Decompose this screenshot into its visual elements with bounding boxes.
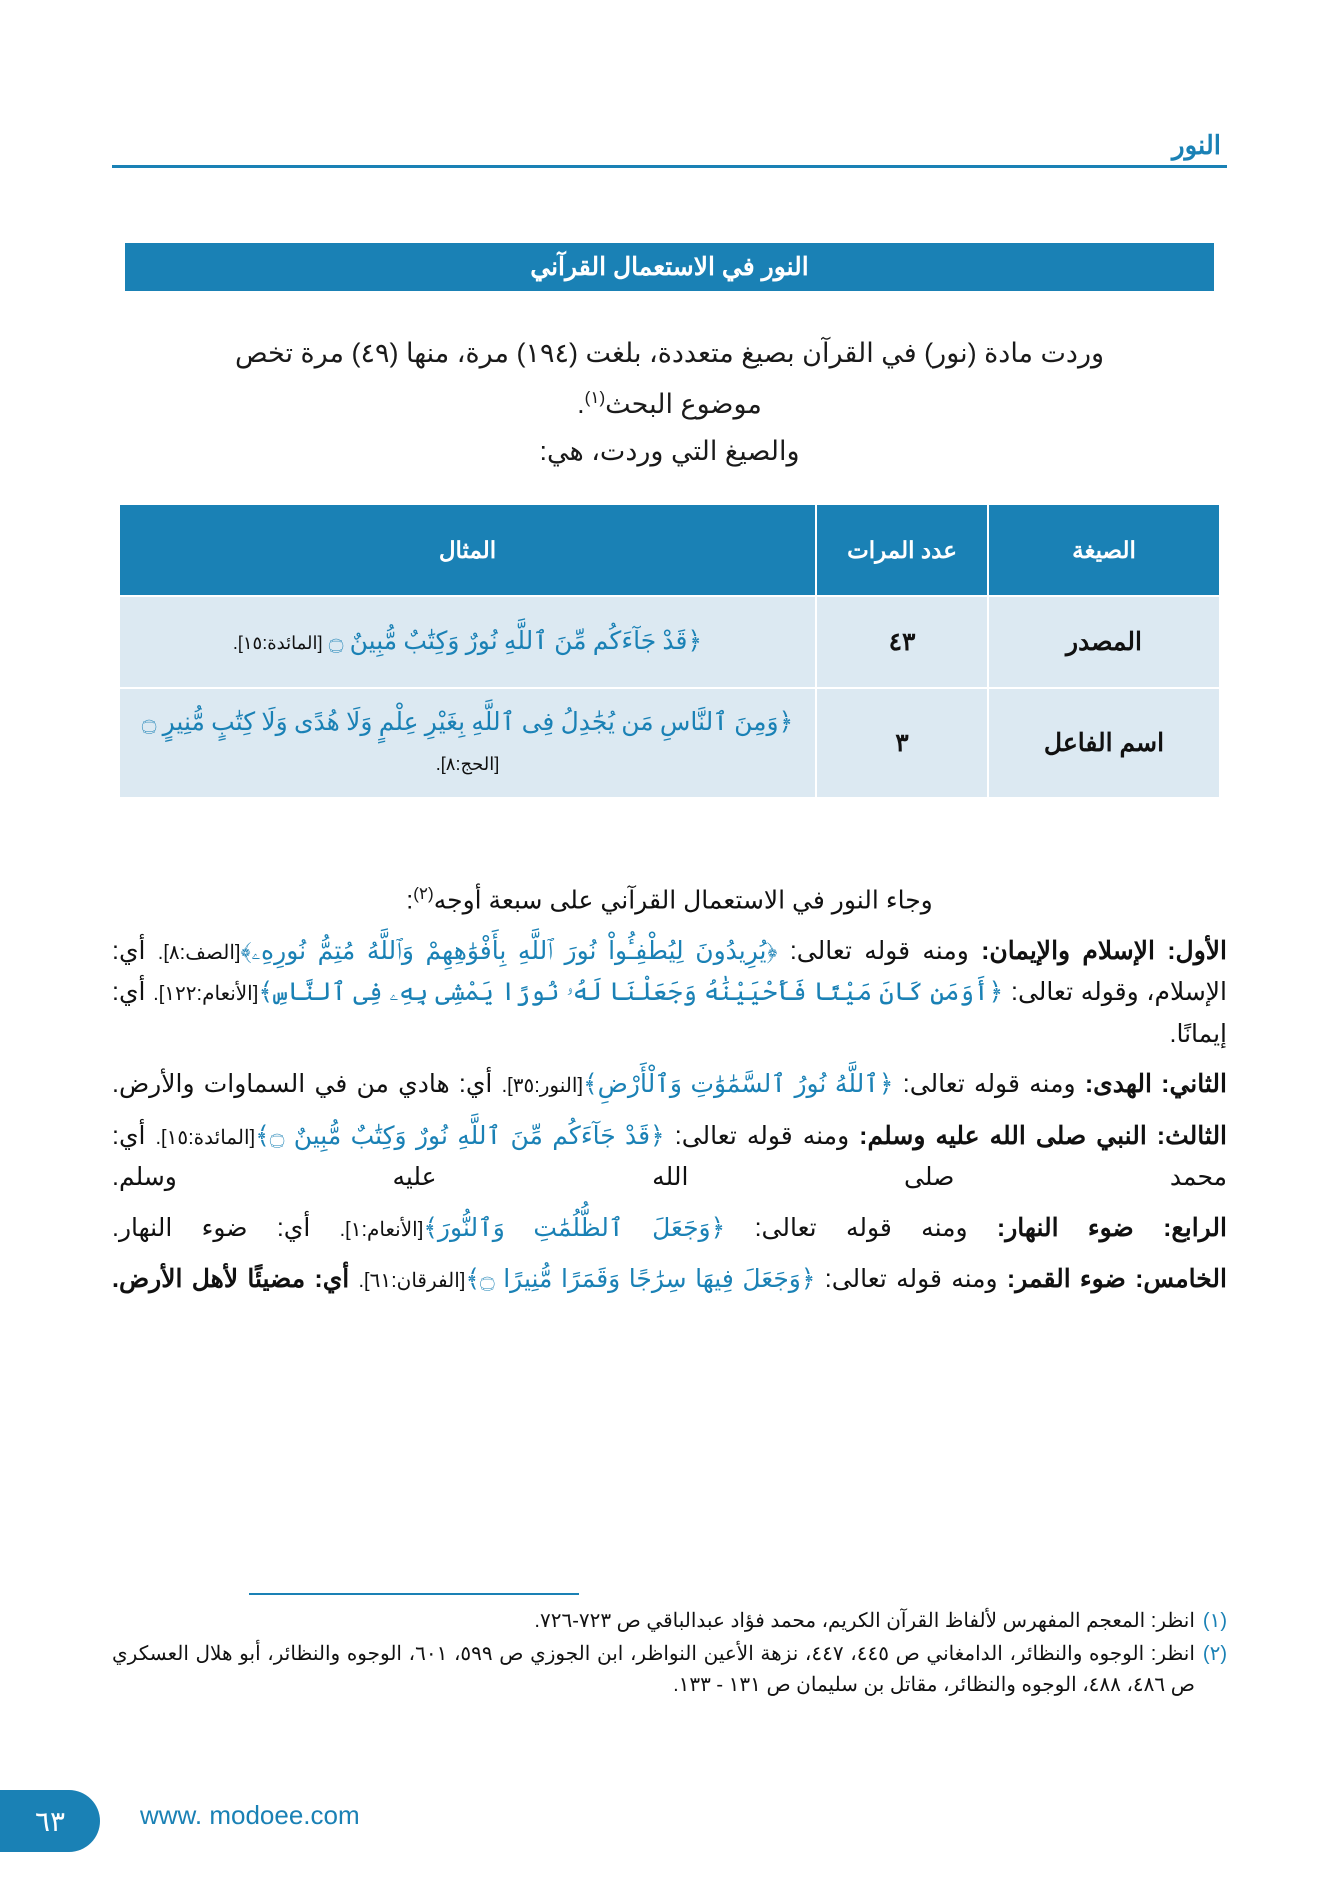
footnote-text: انظر: الوجوه والنظائر، الدامغاني ص ٤٤٥، ٤٤٧، نزهة الأعين النواظر، ابن الجوزي ص ٥٩٩، ٦٠١، الوجوه والنظائر، أبو هلال العسكري ص ٤٨٦، ٤٨٨، الوجوه والنظائر، مقاتل بن سليمان ص ١٣١ - ١٣٣. xyxy=(112,1643,1195,1696)
quran-ref: [الأنعام:١٢٢]. xyxy=(153,983,259,1006)
quran-quote: ﴿وَجَعَلَ فِيهَا سِرَٰجًا وَقَمَرًا مُّنِيرًا ۝﴾ xyxy=(465,1266,816,1294)
col-header-sigha: الصيغة xyxy=(988,504,1220,596)
intro-line-1: وردت مادة (نور) في القرآن بصيغ متعددة، بلغت (١٩٤) مرة، منها (٤٩) مرة تخص xyxy=(234,338,1105,368)
cell-count: ٣ xyxy=(816,688,988,798)
quran-quote: ﴿وَجَعَلَ ٱلظُّلُمَٰتِ وَٱلنُّورَ﴾ xyxy=(423,1214,726,1242)
use-text-1: ومنه قوله تعالى: xyxy=(664,1121,860,1150)
cell-sigha: المصدر xyxy=(988,596,1220,688)
use-lead: الأول: الإسلام والإيمان: xyxy=(981,936,1227,965)
use-item-fourth xyxy=(112,1208,1227,1250)
intro-line-2-period: . xyxy=(577,389,585,420)
header-divider xyxy=(112,165,1227,168)
intro-line-2 xyxy=(112,381,1227,428)
quran-ref: [الصف:٨]. xyxy=(157,941,241,964)
use-lead: الثاني: الهدى: xyxy=(1084,1070,1227,1099)
ayah-text: ﴿قَدْ جَآءَكُم مِّنَ ٱللَّهِ نُورٌ وَكِتَٰبٌ مُّبِينٌ ۝ xyxy=(328,628,703,655)
use-text-2: أي: مضيئًا لأهل الأرض. xyxy=(112,1265,359,1294)
quran-quote: ﴿ٱللَّهُ نُورُ ٱلسَّمَٰوَٰتِ وَٱلْأَرْضِ﴾ xyxy=(583,1071,894,1099)
quran-ref: [النور:٣٥]. xyxy=(501,1075,583,1098)
cell-count: ٤٣ xyxy=(816,596,988,688)
cell-sigha: اسم الفاعل xyxy=(988,688,1220,798)
ayah-text: ﴿وَمِنَ ٱلنَّاسِ مَن يُجَٰدِلُ فِى ٱللَّهِ بِغَيْرِ عِلْمٍ وَلَا هُدًى وَلَا كِتَٰبٍ مُّنِيرٍ ۝ xyxy=(141,709,794,736)
page-number-tab: ٦٣ xyxy=(0,1790,100,1852)
table-header-row xyxy=(119,504,1220,596)
col-header-count: عدد المرات xyxy=(816,504,988,596)
footnote-marker-1: (١) xyxy=(584,388,606,408)
use-lead: الثالث: النبي صلى الله عليه وسلم: xyxy=(859,1121,1228,1150)
cell-example xyxy=(119,688,816,798)
use-text-2: أي: محمد صلى الله عليه وسلم. xyxy=(112,1121,1227,1192)
col-header-example: المثال xyxy=(119,504,816,596)
table-head xyxy=(119,504,1220,596)
intro-line-2-text: موضوع البحث xyxy=(605,389,762,420)
running-title: النور xyxy=(1172,130,1221,160)
footnote-number: (٢) xyxy=(1202,1643,1227,1665)
ayah-reference: [الحج:٨]. xyxy=(435,754,500,774)
cell-example xyxy=(119,596,816,688)
use-text-1: ومنه قوله تعالى: xyxy=(777,936,982,965)
use-text-3: أي: إيمانًا. xyxy=(112,978,1227,1048)
use-item-second xyxy=(112,1064,1227,1106)
footnote-item xyxy=(112,1606,1227,1637)
footnote-marker-2: (٢) xyxy=(413,884,434,903)
table-row xyxy=(119,688,1220,798)
use-item-third xyxy=(112,1116,1227,1198)
quran-ref: [المائدة:١٥]. xyxy=(155,1126,256,1149)
use-item-first xyxy=(112,931,1227,1055)
quran-quote: ﴿أَوَمَن كَانَ مَيْتًا فَأَحْيَيْنَٰهُ وَجَعَلْنَا لَهُۥ نُورًا يَمْشِى بِهِۦ فِى ٱلنَّاسِ﴾ xyxy=(258,979,1004,1007)
quran-quote: ﴿قَدْ جَآءَكُم مِّنَ ٱللَّهِ نُورٌ وَكِتَٰبٌ مُّبِينٌ ۝﴾ xyxy=(255,1122,665,1150)
use-lead: الخامس: ضوء القمر: xyxy=(1006,1265,1227,1294)
use-lead: الرابع: ضوء النهار: xyxy=(996,1213,1227,1242)
table-row xyxy=(119,596,1220,688)
use-text-2: أي: ضوء النهار. xyxy=(112,1213,340,1242)
footnote-text: انظر: المعجم المفهرس لألفاظ القرآن الكريم، محمد فؤاد عبدالباقي ص ٧٢٣-٧٢٦. xyxy=(534,1610,1195,1632)
body-content xyxy=(112,880,1227,1311)
section-banner: النور في الاستعمال القرآني xyxy=(125,243,1214,291)
intro-line-3: والصيغ التي وردت، هي: xyxy=(539,436,800,466)
use-item-fifth xyxy=(112,1259,1227,1301)
ayah-reference: [المائدة:١٥]. xyxy=(232,633,323,653)
forms-table xyxy=(118,503,1221,799)
quran-ref: [الأنعام:١]. xyxy=(339,1218,424,1241)
page-header xyxy=(112,130,1227,170)
use-text-1: ومنه قوله تعالى: xyxy=(893,1070,1085,1099)
footnotes xyxy=(112,1606,1227,1703)
uses-intro-colon: : xyxy=(406,886,414,915)
quran-quote: ﴿يُرِيدُونَ لِيُطْفِـُٔواْ نُورَ ٱللَّهِ بِأَفْوَٰهِهِمْ وَٱللَّهُ مُتِمُّ نُورِهِۦ﴾ xyxy=(240,937,778,965)
use-text-2: أي: الإسلام، وقوله تعالى: xyxy=(112,936,1228,1007)
footnote-number: (١) xyxy=(1202,1610,1227,1632)
uses-intro-text: وجاء النور في الاستعمال القرآني على سبعة أوجه xyxy=(433,886,933,915)
use-text-1: ومنه قوله تعالى: xyxy=(725,1213,997,1242)
footnote-divider xyxy=(249,1593,579,1595)
use-text-2: أي: هادي من في السماوات والأرض. xyxy=(112,1070,502,1099)
quran-ref: [الفرقان:٦١]. xyxy=(358,1270,466,1293)
footnote-item xyxy=(112,1639,1227,1701)
intro-paragraph xyxy=(112,330,1227,433)
table-body xyxy=(119,596,1220,798)
website-link[interactable]: www. modoee.com xyxy=(140,1800,360,1830)
use-text-1: ومنه قوله تعالى: xyxy=(815,1265,1007,1294)
uses-intro xyxy=(112,880,1227,921)
